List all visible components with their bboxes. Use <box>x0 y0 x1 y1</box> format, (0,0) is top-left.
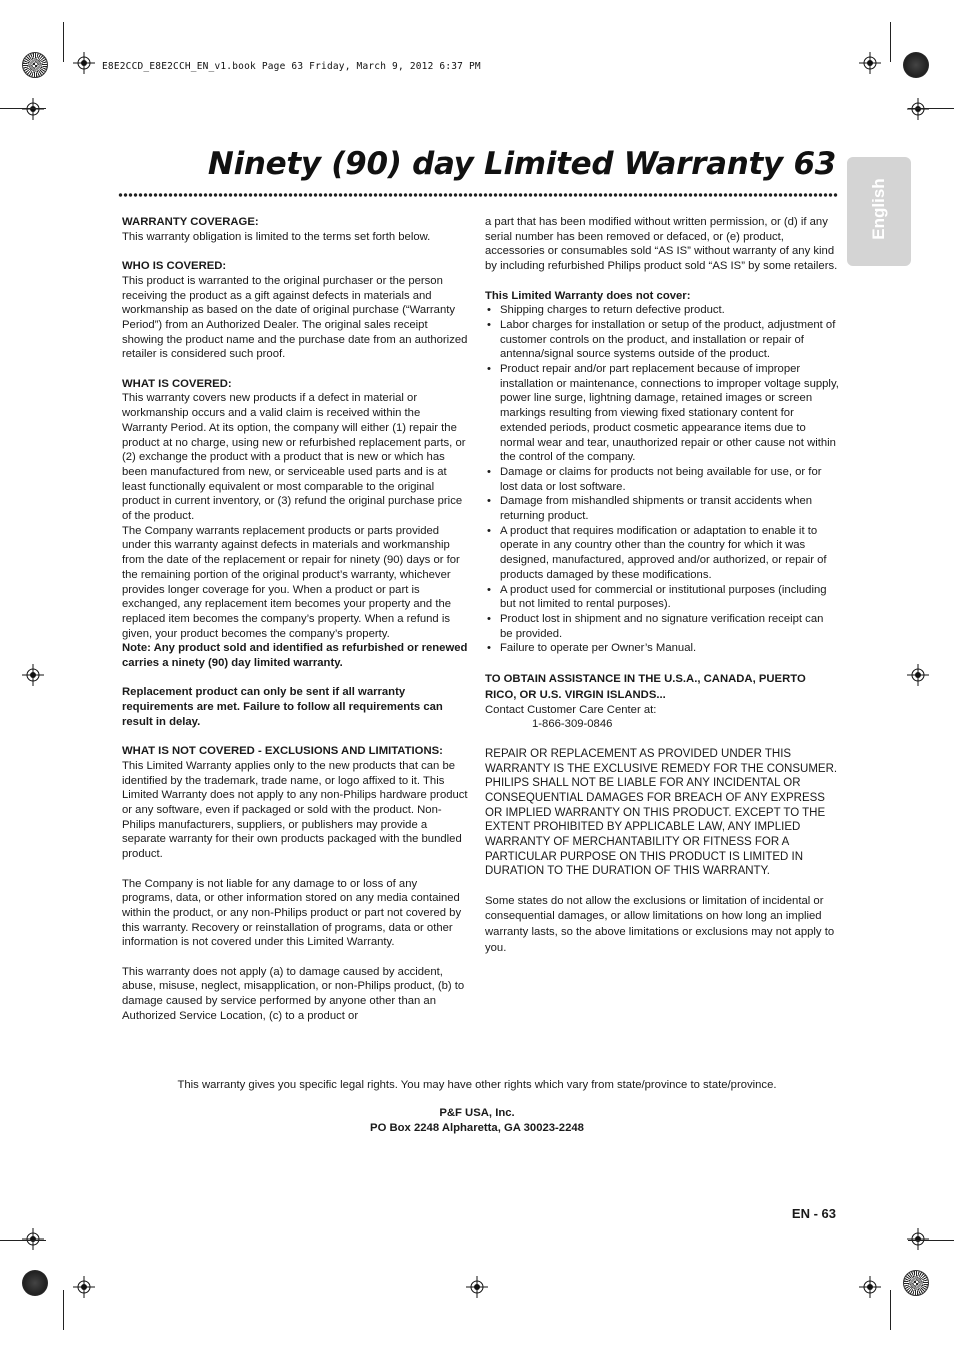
paragraph: The Company warrants replacement products or parts provided under this warranty against defects in materials and workmanship from the date of the replacement or repair for ninety (90) days or for the remaining portion of the original product’s warranty, whichever provides longer coverage for you. When a product or part is exchanged, any replacement item becomes your property and the replaced item becomes the company’s property. When a refund is given, your product becomes the company’s property. <box>122 524 460 640</box>
crop-mark <box>890 1290 891 1330</box>
crop-mark <box>63 22 64 62</box>
color-calibration-disc-icon <box>22 1270 48 1296</box>
list-item: • Product repair and/or part replacement because of improper installation or maintenance, connections to improper voltage supply, power line surge, lightning damage, retained images or screen markings resulting from viewing fixed stationary content for extended periods, product cosmetic appearance items due to normal wear and tear, unauthorized repair or other cause not within the control of the company. <box>485 362 839 465</box>
section-heading: This Limited Warranty does not cover: <box>485 289 691 302</box>
paragraph: The Company is not liable for any damage to or loss of any programs, data, or other information stored on any media contained within the product, or any non-Philips product or part not covered by this warranty. Recovery or reinstallation of programs, data or other information is not covered under this Limited Warranty. <box>122 877 462 949</box>
list-item: • Labor charges for installation or setup of the product, adjustment of customer controls on the product, and installation or repair of antenna/signal source systems outside of the product. <box>485 318 839 362</box>
section-heading: WHO IS COVERED: <box>122 260 227 273</box>
paragraph: a part that has been modified without written permission, or (d) if any serial number has been removed or defaced, or (e) product, accessories or consumables sold “AS IS” without warranty of any kind by including refurbished Philips product sold “AS IS” by some retailers. <box>485 216 838 273</box>
exclusive-remedy-paragraph: REPAIR OR REPLACEMENT AS PROVIDED UNDER THIS WARRANTY IS THE EXCLUSIVE REMEDY FOR THE CONSUMER. PHILIPS SHALL NOT BE LIABLE FOR ANY INCIDENTAL OR CONSEQUENTIAL DAMAGES FOR BREACH OF ANY EXPRESS OR IMPLIED WARRANTY ON THIS PRODUCT. EXCEPT TO THE EXTENT PROHIBITED BY APPLICABLE LAW, ANY IMPLIED WARRANTY OF MERCHANTABILITY OR FITNESS FOR A PARTICULAR PURPOSE ON THIS PRODUCT IS LIMITED IN DURATION TO THE DURATION OF THIS WARRANTY. <box>485 747 838 878</box>
list-item: • Damage from mishandled shipments or transit accidents when returning product. <box>485 494 839 523</box>
paragraph: This warranty obligation is limited to the terms set forth below. <box>122 230 431 243</box>
list-item: • Product lost in shipment and no signature verification receipt can be provided. <box>485 612 839 641</box>
registration-mark-icon <box>907 1228 929 1250</box>
left-column <box>122 215 468 1024</box>
paragraph: This Limited Warranty applies only to the new products that can be identified by the trademark, trade name, or logo affixed to it. This Limited Warranty does not apply to any non-Philips hardware product or any software, even if packaged or sold with the product. Non-Philips manufacturers, suppliers, or publishers may provide a separate warranty for their own products packaged with the bundled product. <box>122 759 468 861</box>
page-number: EN - 63 <box>791 1206 836 1221</box>
contact-label: Contact Customer Care Center at: <box>485 703 657 716</box>
list-item: • Failure to operate per Owner’s Manual. <box>485 641 839 656</box>
color-calibration-disc-icon <box>903 52 929 78</box>
paragraph: This product is warranted to the original purchaser or the person receiving the product as a gift against defects in materials and workmanship as based on the date of original purchase (“Warranty Period”) from an Authorized Dealer. The original sales receipt showing the product name and the purchase date from an authorized retailer is considered such proof. <box>122 274 468 361</box>
registration-mark-icon <box>466 1276 488 1298</box>
section-heading: TO OBTAIN ASSISTANCE IN THE U.S.A., CANADA, PUERTO RICO, OR U.S. VIRGIN ISLANDS... <box>485 672 806 701</box>
right-column <box>485 215 839 956</box>
color-calibration-disc-icon <box>903 1270 929 1296</box>
list-item: • A product that requires modification or adaptation to enable it to operate in any country other than the country for which it was designed, manufactured, approved and/or authorized, or repair of products damaged by these modifications. <box>485 524 839 583</box>
company-name: P&F USA, Inc. <box>439 1107 515 1119</box>
paragraph: This warranty does not apply (a) to damage caused by accident, abuse, misuse, neglect, misapplication, or non-Philips product, (b) to damage caused by service performed by anyone other than an Authorized Service Location, (c) to a product or <box>122 965 465 1022</box>
crop-mark <box>0 108 46 109</box>
registration-mark-icon <box>907 98 929 120</box>
book-header-info: E8E2CCD_E8E2CCH_EN_v1.book Page 63 Friday, March 9, 2012 6:37 PM <box>102 61 481 72</box>
registration-mark-icon <box>22 664 44 686</box>
page-title: Ninety (90) day Limited Warranty 63 <box>207 146 836 182</box>
phone-number: 1-866-309-0846 <box>532 718 613 731</box>
title-dotted-rule <box>118 191 838 199</box>
refurbished-note: Note: Any product sold and identified as refurbished or renewed carries a ninety (90) day limited warranty. <box>122 642 468 670</box>
list-item: • A product used for commercial or institutional purposes (including but not limited to rental purposes). <box>485 583 839 612</box>
crop-mark <box>908 1240 954 1241</box>
paragraph: Some states do not allow the exclusions or limitation of incidental or consequential damages, or allow limitations on how long an implied warranty lasts, so the above limitations or exclusions may not apply to you. <box>485 894 835 954</box>
crop-mark <box>908 108 954 109</box>
section-heading: WHAT IS COVERED: <box>122 377 232 390</box>
registration-mark-icon <box>859 52 881 74</box>
registration-mark-icon <box>73 52 95 74</box>
language-tab <box>847 157 911 266</box>
registration-mark-icon <box>22 1228 44 1250</box>
company-block <box>0 1106 954 1136</box>
replacement-note: Replacement product can only be sent if all warranty requirements are met. Failure to follow all requirements can result in delay. <box>122 686 443 728</box>
section-heading: WARRANTY COVERAGE: <box>122 216 259 228</box>
registration-mark-icon <box>859 1276 881 1298</box>
list-item: • Damage or claims for products not being available for use, or for lost data or lost software. <box>485 465 839 494</box>
crop-mark <box>63 1290 64 1330</box>
paragraph: This warranty covers new products if a defect in material or workmanship occurs and a valid claim is received within the Warranty Period. At its option, the company will either (1) repair the product at no charge, using new or refurbished replacement parts, or (2) exchange the product with a product that is new or which has been manufactured from new, or serviceable used parts and is at least functionally equivalent or most comparable to the original product in current inventory, or (3) refund the original purchase price of the product. <box>122 392 466 523</box>
exclusions-list <box>485 303 839 656</box>
list-item: • Shipping charges to return defective product. <box>485 303 839 318</box>
registration-mark-icon <box>907 664 929 686</box>
crop-mark <box>0 1240 46 1241</box>
crop-mark <box>890 22 891 62</box>
company-address: PO Box 2248 Alpharetta, GA 30023-2248 <box>370 1122 584 1134</box>
registration-mark-icon <box>22 98 44 120</box>
language-tab-label: English <box>869 178 888 240</box>
legal-rights-note: This warranty gives you specific legal rights. You may have other rights which vary from state/province to state/province. <box>177 1079 777 1091</box>
color-calibration-disc-icon <box>22 52 48 78</box>
section-heading: WHAT IS NOT COVERED - EXCLUSIONS AND LIMITATIONS: <box>122 745 443 758</box>
registration-mark-icon <box>73 1276 95 1298</box>
